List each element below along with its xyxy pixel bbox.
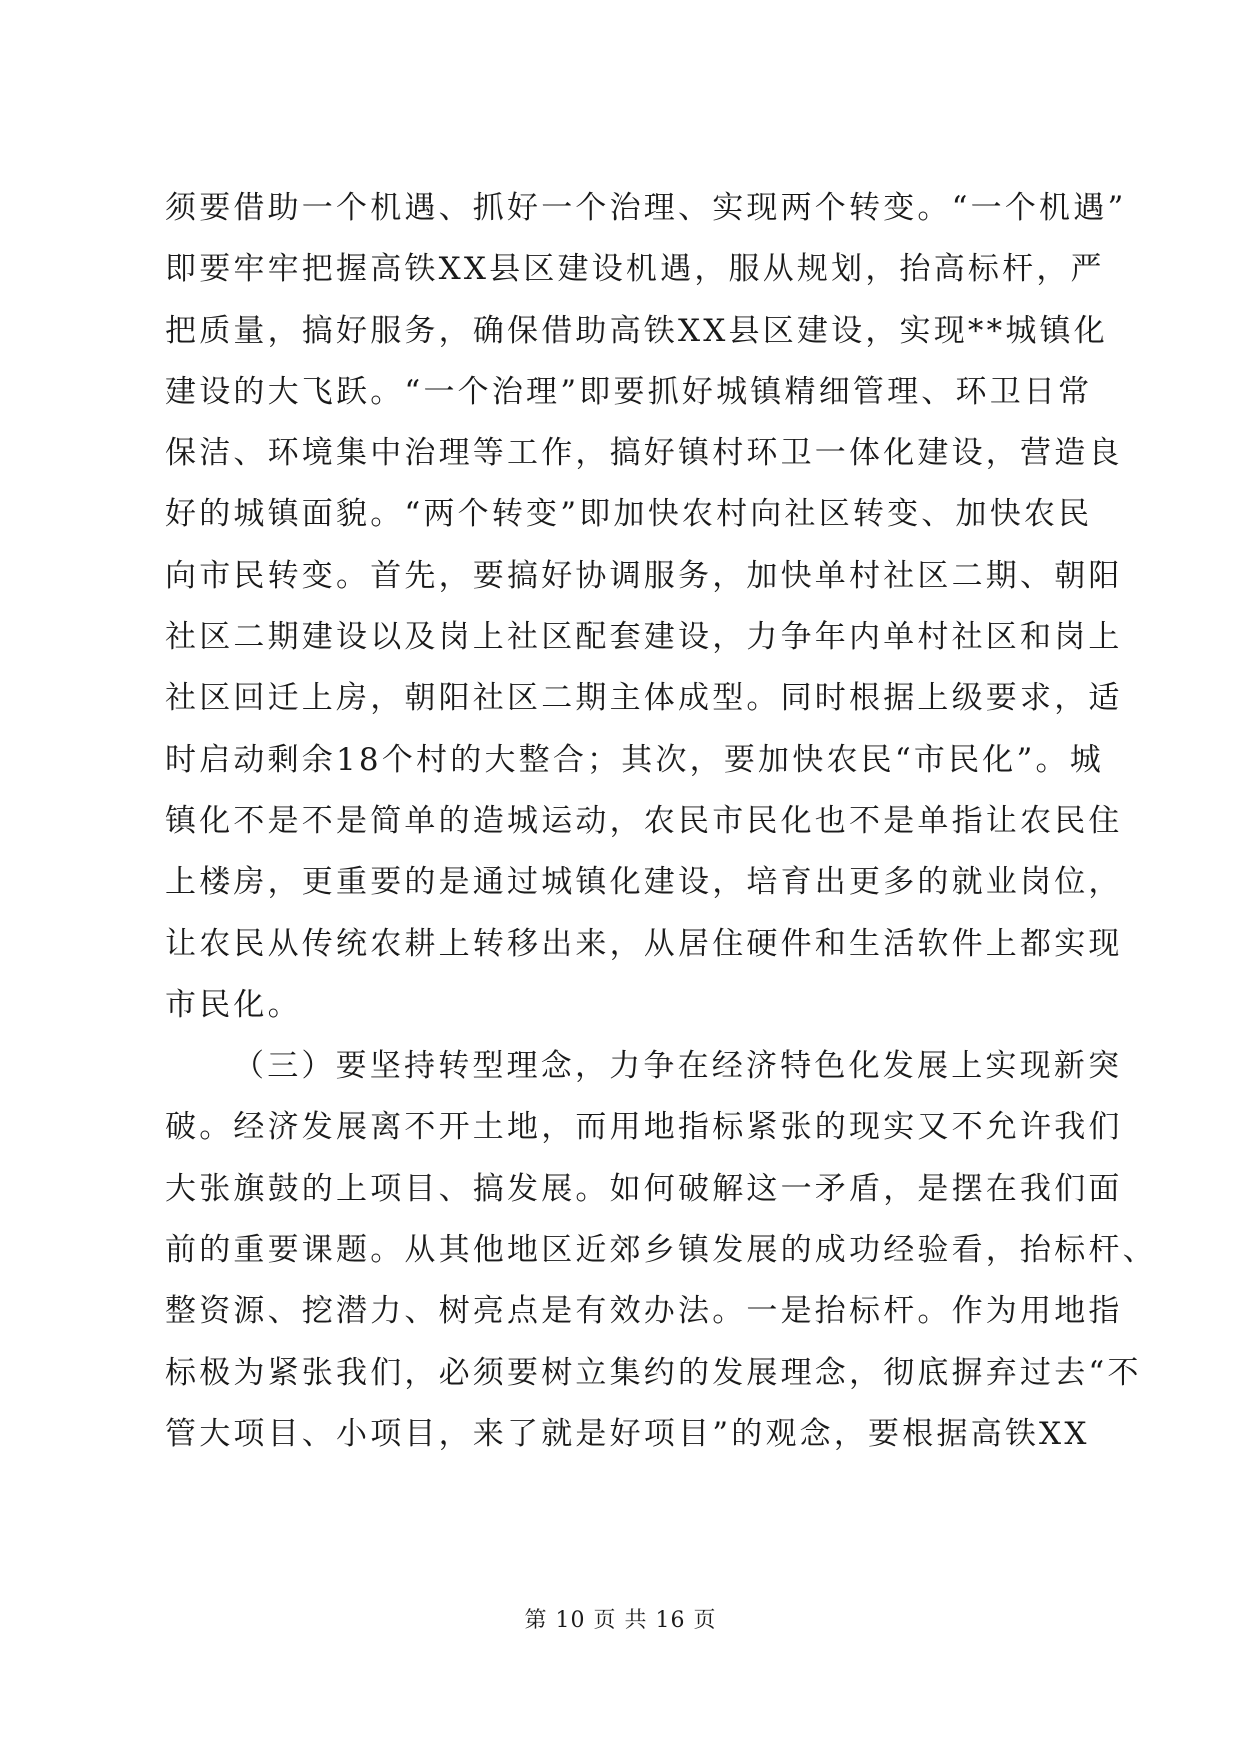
section-heading-line: （三）要坚持转型理念，力争在经济特色化发展上实现新突 [233, 1048, 1123, 1085]
text-line: 时启动剩余18个村的大整合；其次，要加快农民“市民化”。城 [165, 741, 1104, 778]
text-line: 即要牢牢把握高铁XX县区建设机遇，服从规划，抬高标杆，严 [165, 251, 1105, 288]
page-number-footer: 第 10 页 共 16 页 [524, 1608, 717, 1633]
text-line: 让农民从传统农耕上转移出来，从居住硬件和生活软件上都实现 [165, 925, 1123, 962]
text-line: 保洁、环境集中治理等工作，搞好镇村环卫一体化建设，营造良 [165, 435, 1123, 472]
text-line: 前的重要课题。从其他地区近郊乡镇发展的成功经验看，抬标杆、 [165, 1232, 1157, 1269]
text-line: 整资源、挖潜力、树亮点是有效办法。一是抬标杆。作为用地指 [165, 1293, 1123, 1330]
text-line: 社区二期建设以及岗上社区配套建设，力争年内单村社区和岗上 [165, 619, 1123, 656]
text-line: 上楼房，更重要的是通过城镇化建设，培育出更多的就业岗位， [165, 864, 1123, 901]
text-line: 大张旗鼓的上项目、搞发展。如何破解这一矛盾，是摆在我们面 [165, 1170, 1123, 1207]
text-line: 建设的大飞跃。“一个治理”即要抓好城镇精细管理、环卫日常 [165, 373, 1093, 410]
text-line: 镇化不是不是简单的造城运动，农民市民化也不是单指让农民住 [165, 802, 1123, 839]
text-line: 市民化。 [165, 986, 302, 1023]
text-line: 标极为紧张我们，必须要树立集约的发展理念，彻底摒弃过去“不 [165, 1354, 1142, 1391]
text-line: 管大项目、小项目，来了就是好项目”的观念，要根据高铁XX [165, 1415, 1090, 1452]
text-line: 社区回迁上房，朝阳社区二期主体成型。同时根据上级要求，适 [165, 680, 1123, 717]
body-text [165, 178, 1157, 1465]
text-line: 好的城镇面貌。“两个转变”即加快农村向社区转变、加快农民 [165, 496, 1093, 533]
text-line: 把质量，搞好服务，确保借助高铁XX县区建设，实现**城镇化 [165, 312, 1108, 349]
text-line: 向市民转变。首先，要搞好协调服务，加快单村社区二期、朝阳 [165, 557, 1123, 594]
text-line: 须要借助一个机遇、抓好一个治理、实现两个转变。“一个机遇” [165, 190, 1127, 226]
text-line: 破。经济发展离不开土地，而用地指标紧张的现实又不允许我们 [165, 1109, 1123, 1146]
